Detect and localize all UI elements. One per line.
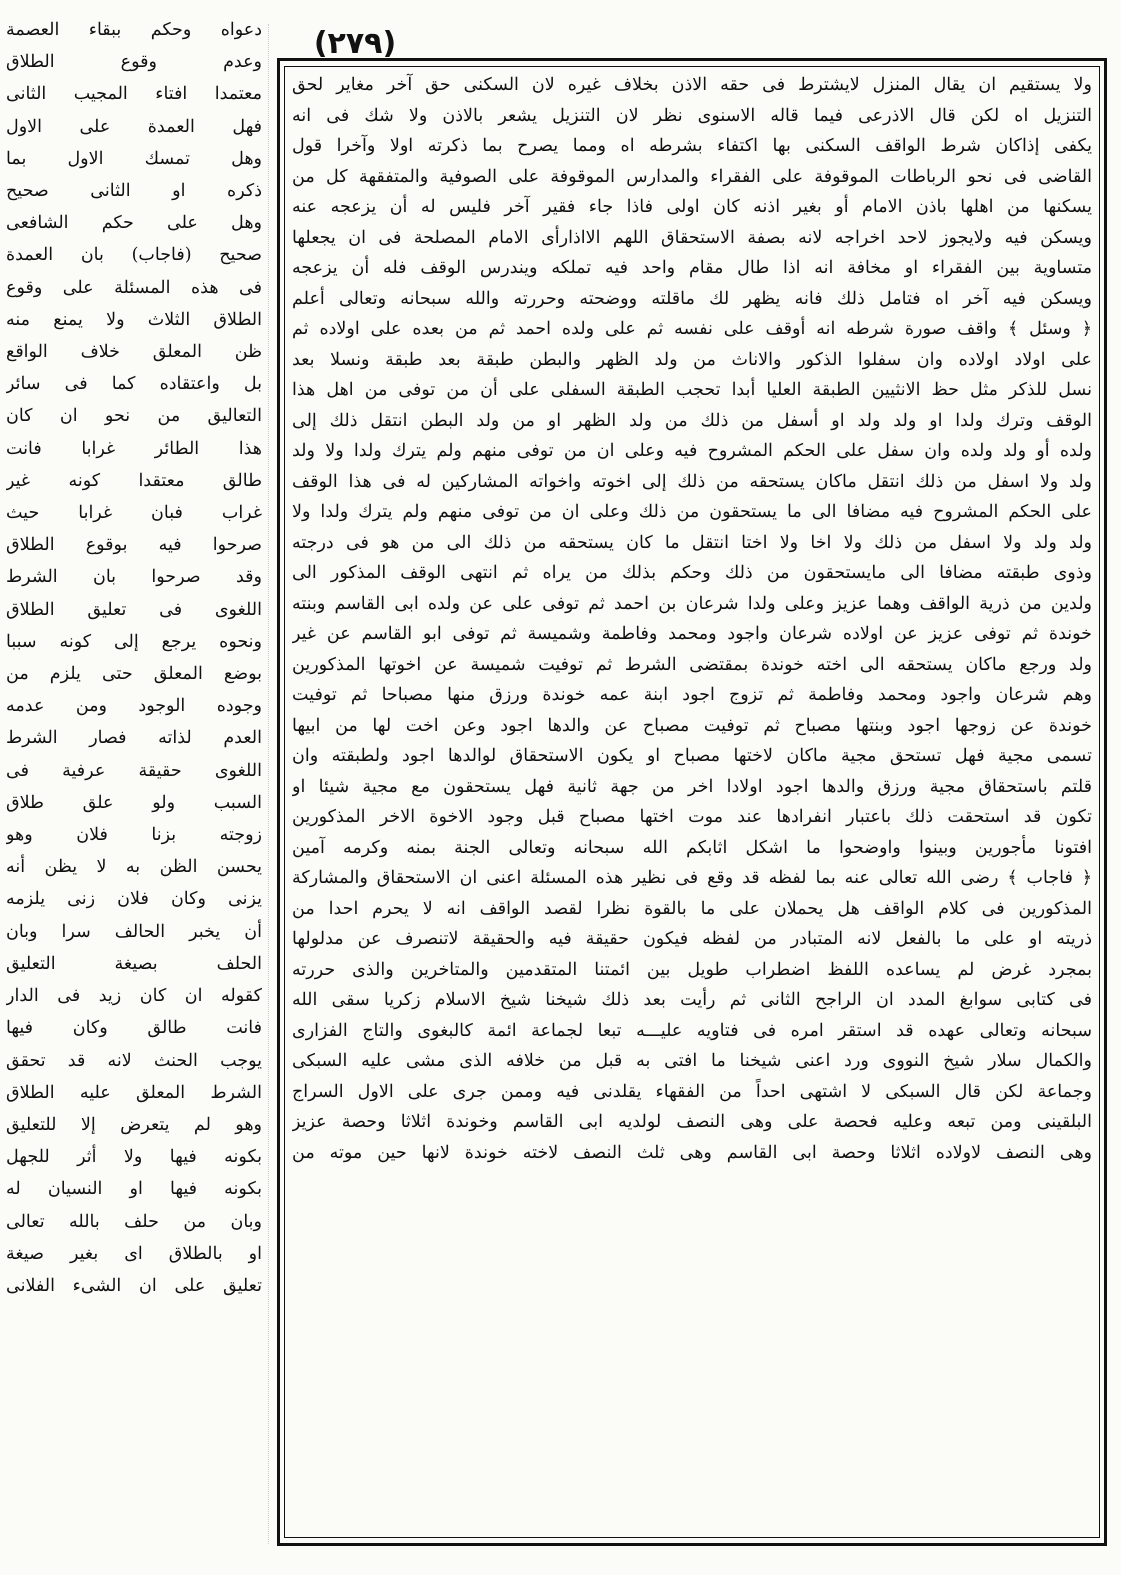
main-text-line: ولدين من ذرية الواقف وهما عزيز وعلى ولدا شرعان بن احمد ثم توفى على عن ولده ابى القاسم وبنته — [292, 593, 1092, 614]
main-text-line: تسمى مجية فهل تستحق مجية ماكان لاختها مصباح او يكون الاستحقاق لوالدها اجود ولطبقته وان — [292, 746, 1092, 766]
main-text-line: خوندة ثم توفى عزيز عن اولاده شرعان واجود ومحمد وفاطمة وشميسة ثم توفى ابو القاسم عن غير — [292, 624, 1092, 644]
margin-text-line: زوجته بزنا فلان وهو — [6, 825, 262, 846]
page-number: (٢٧٩) — [313, 26, 397, 61]
margin-text-line: اللغوى فى تعليق الطلاق — [6, 599, 262, 620]
margin-divider — [268, 24, 269, 1544]
main-text-line: وهى النصف لاولاده اثلاثا وحصة ابى القاسم وهى ثلث النصف لاخته خوندة لانها حين موته من — [292, 1142, 1092, 1163]
main-text-line: افتونا مأجورين وبينوا واوضحوا ما اشكل اثابكم الله سبحانه وتعالى الجنة بمنه وكرمه آمين — [292, 837, 1092, 858]
margin-text-line: غراب فبان غرابا حيث — [6, 503, 262, 524]
margin-commentary — [6, 14, 262, 1554]
main-text-line: سبحانه وتعالى عهده قد استقر امره فى فتاويه عليـــه تبعا لجماعة ائمة كالبغوى والتاج الفزارى — [292, 1020, 1092, 1041]
margin-text-line: فانت طالق وكان فيها — [6, 1018, 262, 1039]
margin-text-line: دعواه وحكم ببقاء العصمة — [6, 20, 262, 40]
main-text-line: على اولاد اولاده وان سفلوا الذكور والاناث من ولد الظهر والبطن طبقة بعد طبقة ونسلا بعد — [292, 349, 1092, 370]
main-text-line: وهم شرعان واجود ومحمد وفاطمة ثم تزوج اجود ابنة عمه خوندة ورزق منها مصباحا ثم توفيت — [292, 685, 1092, 705]
margin-text-line: يزنى وكان فلان زنى يلزمه — [6, 889, 262, 910]
margin-text-line: طالق معتقدا كونه غير — [6, 470, 262, 491]
margin-text-line: وهل تمسك الاول بما — [6, 148, 262, 169]
margin-text-line: يحسن الظن به لا يظن أنه — [6, 857, 262, 878]
margin-text-line: الشرط المعلق عليه الطلاق — [6, 1082, 262, 1103]
main-text-line: وذوى طبقته مضافا الى مايستحقون من ذلك وحكم بذلك من يراه ثم انتهى الوقف المذكور الى — [292, 563, 1092, 583]
margin-text-line: بكونه فيها او النسيان له — [6, 1179, 262, 1200]
main-text-line: ولده أو ولد ولده وان سفل على الحكم المشروح فيه وعلى ان من توفى منهم ولم يترك ولدا ولا ولد — [292, 441, 1092, 461]
main-text-line: ولد ولا اسفل من ذلك انتقل ماكان يستحقه من ذلك إلى اخوته واخواته المشاركين له فى هذا الوقف — [292, 471, 1092, 492]
margin-text-line: الحلف بصيغة التعليق — [6, 953, 262, 974]
margin-text-line: السبب ولو علق طلاق — [6, 792, 262, 813]
main-text-line: القاضى فى نحو الرباطات الموقوفة على الفقراء والمدارس الموقوفة على الصوفية والمتفقهة كل من — [292, 166, 1092, 187]
margin-text-line: فى هذه المسئلة على وقوع — [6, 277, 262, 298]
margin-text-line: بل واعتقاده كما فى سائر — [6, 374, 262, 395]
margin-text-line: ذكره او الثانى صحيح — [6, 181, 262, 202]
margin-text-line: فهل العمدة على الاول — [6, 116, 262, 137]
margin-text-line: وهل على حكم الشافعى — [6, 213, 262, 234]
main-text-line: التنزيل اه لكن قال الاذرعى فيما قاله الاسنوى نظر لان التنزيل يشعر بالاذن ولا شك فى انه — [292, 105, 1092, 126]
main-text-line: فى كتابى سوابغ المدد ان الراجح الثانى ثم رأيت بعد ذلك شيخنا شيخ الاسلام زكريا سقى الله — [292, 990, 1092, 1010]
margin-text-line: الطلاق الثلاث ولا يمنع منه — [6, 309, 262, 330]
margin-text-line: معتمدا افتاء المجيب الثانى — [6, 84, 262, 105]
main-text-line: المذكورين فى كلام الواقف هل يحملان على ما بالقوة نظرا لقصد الواقف انه لا يحرم احدا من — [292, 898, 1092, 919]
margin-text-line: وقد صرحوا بان الشرط — [6, 567, 262, 588]
main-text-line: يكفى إذاكان شرط الواقف السكنى بها اكتفاء بشرطه اه ومما يصرح بما ذكرته اولا وآخرا قول — [292, 136, 1092, 156]
margin-text-line: صرحوا فيه بوقوع الطلاق — [6, 535, 262, 556]
main-text-line: نسل للذكر مثل حظ الانثيين الطبقة العليا أبدا تحجب الطبقة السفلى على أن من توفى من اهل هذا — [292, 380, 1092, 400]
main-text-line: قلتم باستحقاق مجية ورزق والدها اجود اولادا اخر من جهة ثانية فهل يستحقون مع مجية شيئا او — [292, 776, 1092, 797]
main-text-line: ذريته او على ما بالفعل لانه المتبادر من لفظه فيكون حقيقة فيه والحقيقة لاتنصرف عن مدلولها — [292, 929, 1092, 949]
main-text-line: يسكنها من اهلها باذن الامام أو بغير اذنه كان اولى فاذا جاء فقير آخر فليس له أن يزعجه عنه — [292, 197, 1092, 217]
margin-text-line: هذا الطائر غرابا فانت — [6, 438, 262, 459]
main-text-line: ﴿ فاجاب ﴾ رضى الله تعالى عنه بما لفظه قد وقع فى نظير هذه المسئلة اعنى ان الاستحقاق والمشاركة — [292, 868, 1092, 888]
main-text-line: والكمال سلار شيخ النووى ورد اعنى شيخنا ما افتى به قبل من خلافه الذى مشى عليه السبكى — [292, 1051, 1092, 1071]
margin-text-line: اللغوى حقيقة عرفية فى — [6, 760, 262, 781]
main-text-line: ولد ورجع ماكان يستحقه الى اخته خوندة بمقتضى الشرط ثم توفيت شميسة عن اخوتها المذكورين — [292, 654, 1092, 675]
margin-text-line: أن يخبر الحالف سرا وبان — [6, 921, 262, 942]
margin-text-line: وهو لم يتعرض إلا للتعليق — [6, 1114, 262, 1135]
main-text-line: ولد ولد ولا اسفل من ذلك ولا اخا ولا اختا انتقل ما كان يستحقه من ذلك الى من هو فى درجته — [292, 532, 1092, 553]
margin-text-line: يوجب الحنث لانه قد تحقق — [6, 1050, 262, 1071]
main-text-line: ﴿ وسئل ﴾ واقف صورة شرطه انه أوقف على نفسه ثم على ولده احمد ثم من بعده على اولاده ثم — [292, 319, 1092, 339]
margin-text-line: وبان من حلف بالله تعالى — [6, 1211, 262, 1232]
main-text-line: ويسكن فيه ولايجوز لاحد اخراجه لانه بصفة الاستحقاق اللهم الااذارأى الامام المصلحة فى ان يجعلها — [292, 227, 1092, 248]
main-text-line: خوندة عن زوجها اجود وبنتها مصباح ثم توفيت مصباح عن والدها اجود وعن اخت لها من ابيها — [292, 715, 1092, 736]
main-text-line: متساوية بين الفقراء او مخافة انه اذا طال مقام واحد فيه تملكه ويندرس الوقف فله أن يزعجه — [292, 258, 1092, 278]
main-text-line: بمجرد غرض لم يساعده اللفظ اضطراب طويل بين ائمتنا المتقدمين والمتاخرين والذى حررته — [292, 959, 1092, 980]
main-text-block — [292, 70, 1092, 1532]
main-text-line: ولا يستقيم ان يقال المنزل لايشترط فى حقه الاذن بخلاف غيره لان السكنى حق آخر مغاير لحق — [292, 75, 1092, 95]
margin-text-line: صحيح (فاجاب) بان العمدة — [6, 245, 262, 266]
margin-text-line: بكونه فيها ولا أثر للجهل — [6, 1147, 262, 1168]
main-text-line: البلقينى ومن تبعه وعليه فحصة على وهى النصف لولديه ابى القاسم وخوندة اثلاثا وحصة عزيز — [292, 1112, 1092, 1132]
main-text-line: ويسكن فيه آخر اه فتامل ذلك فانه يظهر لك ماقلته ووضحته وحررته والله سبحانه وتعالى أعلم — [292, 288, 1092, 309]
margin-text-line: ونحوه يرجع إلى كونه سببا — [6, 631, 262, 652]
main-text-line: على الحكم المشروح فيه مضافا الى ما يستحقون من ذلك وعلى ان من توفى منهم ولم يترك ولدا ولا — [292, 502, 1092, 522]
margin-text-line: تعليق على ان الشىء الفلانى — [6, 1275, 262, 1296]
margin-text-line: او بالطلاق اى بغير صيغة — [6, 1243, 262, 1264]
margin-text-line: ظن المعلق خلاف الواقع — [6, 342, 262, 363]
margin-text-line: وجوده الوجود ومن عدمه — [6, 696, 262, 717]
margin-text-line: التعاليق من نحو ان كان — [6, 406, 262, 427]
margin-text-line: كقوله ان كان زيد فى الدار — [6, 986, 262, 1007]
margin-text-line: بوضع المعلق حتى يلزم من — [6, 664, 262, 685]
margin-text-line: وعدم وقوع الطلاق — [6, 52, 262, 73]
margin-text-line: العدم لذاته فصار الشرط — [6, 728, 262, 749]
main-text-line: تكون قد استحقت ذلك باعتبار انفرادها عند موت اختها مصباح قبل وجود الاخوة الاخر المذكورين — [292, 807, 1092, 827]
main-text-line: الوقف وترك ولدا او ولد ولد او أسفل من ذلك من ولد الظهر او من ولد البطن انتقل ذلك إلى — [292, 410, 1092, 431]
main-text-line: وجماعة لكن قال السبكى لا اشتهى احداً من الفقهاء يقلدنى فيه وممن جرى على الاول السراج — [292, 1081, 1092, 1102]
